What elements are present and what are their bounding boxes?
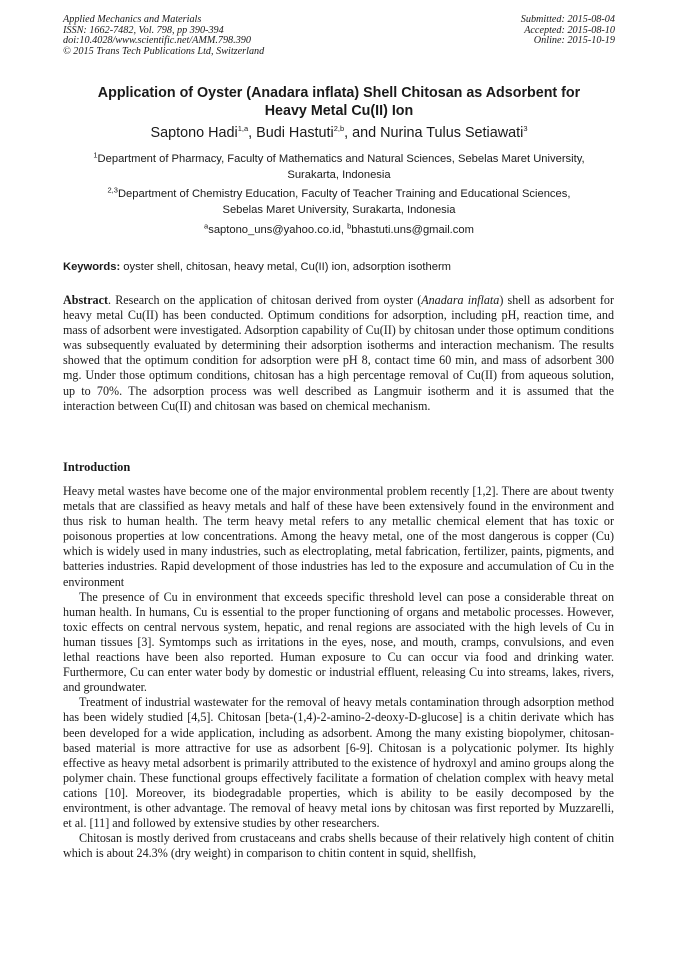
author-1: Saptono Hadi [150,125,238,141]
affiliation-2-marker: 2,3 [107,185,118,195]
email-a-marker: a [204,221,209,231]
journal-doi: doi:10.4028/www.scientific.net/AMM.798.390 [63,35,251,47]
intro-paragraph-1: Heavy metal wastes have become one of the major environmental problem recently [1,2]. There are about twenty metals that are classified as heavy metals and half of these have been extensively found in the environment and thus risk to human health. The term heavy metal refers to any metallic chemical element that has toxic or poisonous properties at low concentrations. Among the heavy metal, one of the most dangerous is copper (Cu) which is widely used in many industries, such as electroplating, metal fabrication, fertilizer, paints, pigments, and batteries industries. Rapid development of those industries has led to the exposure and accumulation of Cu in the environment [63,484,614,589]
email-b: bhastuti.uns@gmail.com [351,224,474,236]
abstract [63,293,614,414]
journal-info [63,15,264,57]
keywords-label: Keywords: [63,261,121,273]
abstract-text-2: ) shell as adsorbent for heavy metal Cu(II) has been conducted. Optimum conditions for adsorption, including pH, reaction time, and mass of adsorbent were investigated. Adsorption capability of Cu(II) by chitosan under those optimum conditions was subsequently evaluated by determining their adsorption isotherms and interaction mechanism. The results showed that the optimum condition for adsorption were pH 8, contact time 60 min, and mass of adsorbent 300 mg. Under those optimum conditions, chitosan has a high percentage removal of Cu(II) from aqueous solution, up to 70%. The adsorption process was well described as Langmuir isotherm and it is assumed that the interaction between Cu(II) and chitosan was based on chemical mechanism. [63,293,615,413]
keywords [63,259,451,275]
affiliation-2-line-2: Sebelas Maret University, Surakarta, Indonesia [222,204,456,216]
affiliation-1-line-2: Surakarta, Indonesia [287,169,391,181]
abstract-label: Abstract [63,293,109,307]
journal-issn: ISSN: 1662-7482, Vol. 798, pp 390-394 [63,24,224,36]
email-b-marker: b [347,221,352,231]
title-line-2: Heavy Metal Cu(II) Ion [264,103,414,119]
keywords-text: oyster shell, chitosan, heavy metal, Cu(II) ion, adsorption isotherm [120,261,452,273]
author-2-affil: 2,b [333,124,345,134]
author-2: , Budi Hastuti [248,125,334,141]
affiliation-1-line-1: Department of Pharmacy, Faculty of Mathematics and Natural Sciences, Sebelas Maret University, [97,153,585,165]
author-1-affil: 1,a [237,124,249,134]
journal-name: Applied Mechanics and Materials [63,14,202,25]
affiliation-1-marker: 1 [93,150,98,160]
title-line-1: Application of Oyster (Anadara inflata) Shell Chitosan as Adsorbent for [97,85,581,101]
publication-dates [521,15,615,47]
introduction-body [63,484,614,861]
paper-title [40,84,638,120]
date-accepted: Accepted: 2015-08-10 [524,24,615,36]
author-3-affil: 3 [523,124,528,134]
author-emails [55,222,623,238]
journal-copyright: © 2015 Trans Tech Publications Ltd, Switzerland [63,45,265,57]
affiliation-2-line-1: Department of Chemistry Education, Faculty of Teacher Training and Educational Sciences, [117,188,571,200]
email-a: saptono_uns@yahoo.co.id, [208,224,348,236]
author-list [40,124,638,142]
author-3: , and Nurina Tulus Setiawati [344,125,524,141]
intro-paragraph-3: Treatment of industrial wastewater for the removal of heavy metals contamination through adsorption method has been widely studied [4,5]. Chitosan [beta-(1,4)-2-amino-2-deoxy-D-glucose] is a chitin derivate which has been developed for a wide application, including as adsorbent. Among the many existing biopolymer, chitosan-based material is more attractive for use as adsorbent [6-9]. Chitosan is a polycationic polymer. Its highly effective as heavy metal adsorbent is primarily attributed to the existence of hydroxyl and amino groups along the polymer chain. These functional groups effectively facilitate a formation of chelation complex with heavy metal cations [10]. Moreover, its biodegradable properties, which is ability to be easily decomposed by the environtment, is other advantage. The removal of heavy metal ions by chitosan was first reported by Muzzarelli, et al. [11] and followed by extensive studies by other researchers. [63,695,614,831]
abstract-species: Anadara inflata [421,293,500,307]
intro-paragraph-4: Chitosan is mostly derived from crustaceans and crabs shells because of their relatively high content of chitin which is about 24.3% (dry weight) in comparison to chitin content in squid, shellfish, [63,831,614,861]
date-online: Online: 2015-10-19 [533,35,615,47]
intro-paragraph-2: The presence of Cu in environment that exceeds specific threshold level can pose a considerable threat on human health. In humans, Cu is essential to the proper functioning of organs and metabolic processes. However, toxic effects on central nervous system, hepatic, and renal regions are associated with the high levels of Cu in human tissues [3]. Symtomps such as irritations in the eyes, nose, and mouth, cramps, convulsions, and even lethal reactions have been also reported. Human exposure to Cu can occur via food and drinking water. Furthermore, Cu can enter water body by domestic or industrial effluent, releasing Cu into streams, lakes, rivers, and groundwater. [63,589,614,695]
affiliation-1 [55,151,623,183]
affiliation-2 [55,186,623,218]
abstract-text-1: . Research on the application of chitosan derived from oyster ( [108,293,422,307]
introduction-heading: Introduction [63,460,131,474]
date-submitted: Submitted: 2015-08-04 [520,14,615,25]
